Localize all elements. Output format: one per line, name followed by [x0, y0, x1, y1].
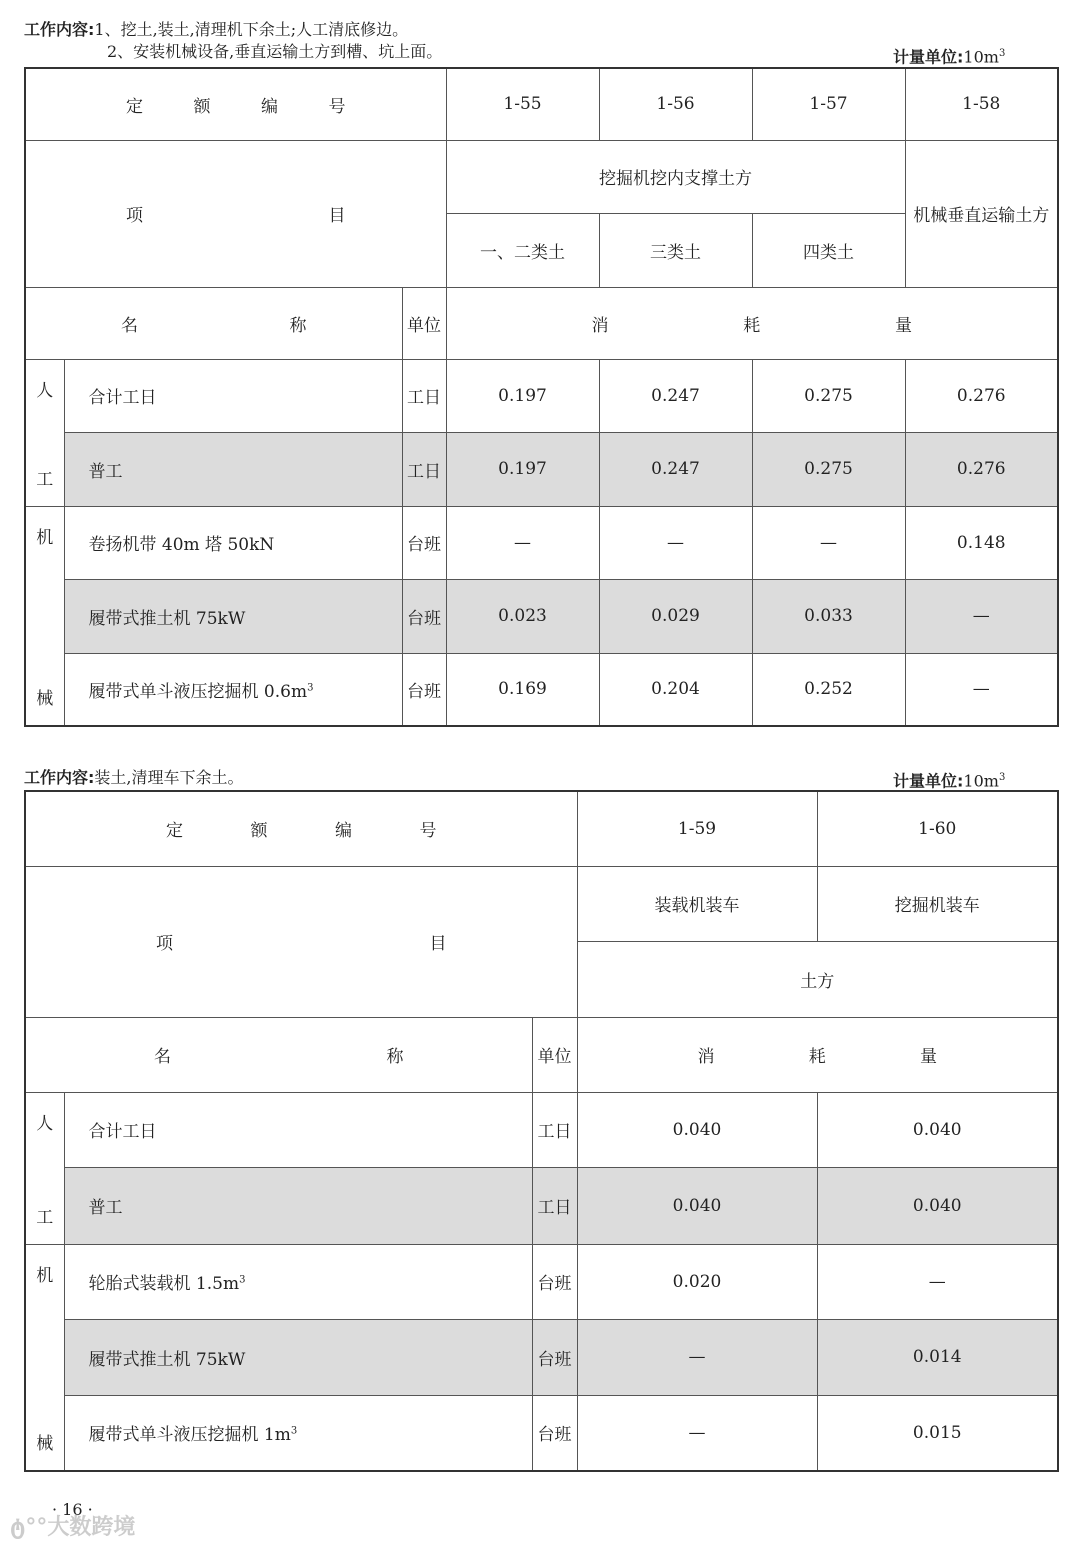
- table-row: [25, 506, 1058, 580]
- consume-label: 消 耗 量: [577, 1017, 1058, 1092]
- row-name: 履带式推土机 75kW: [64, 580, 402, 654]
- code: 1-55: [446, 68, 599, 140]
- logo-icon: ტ°°: [10, 1515, 48, 1540]
- category-cell: [25, 359, 64, 506]
- sub-header: 四类土: [752, 213, 905, 287]
- consume-label: 消 耗 量: [446, 287, 1058, 359]
- code: 1-59: [577, 791, 817, 866]
- table-row: [25, 1320, 1058, 1396]
- row-unit: 台班: [402, 580, 446, 654]
- item-label: 项 目: [25, 866, 577, 1017]
- table-row: [25, 1167, 1058, 1244]
- name-label: 名 称: [25, 287, 402, 359]
- unit-col-label: 单位: [532, 1017, 577, 1092]
- item-label: 项 目: [25, 140, 446, 287]
- work-content-1-line2: 2、安装机械设备,垂直运输土方到槽、坑上面。: [107, 42, 443, 61]
- row-unit: 工日: [532, 1167, 577, 1244]
- category-char: 工: [36, 1207, 54, 1228]
- code: 1-56: [599, 68, 752, 140]
- row-unit: 台班: [532, 1320, 577, 1396]
- value-cell: 0.014: [817, 1320, 1058, 1396]
- value-cell: 0.015: [817, 1395, 1058, 1471]
- value-cell: 0.040: [817, 1092, 1058, 1167]
- category-char: 机: [36, 1265, 54, 1286]
- row-unit: 台班: [532, 1244, 577, 1320]
- value-cell: 0.040: [577, 1092, 817, 1167]
- value-cell: 0.033: [752, 580, 905, 654]
- row-unit: 台班: [532, 1395, 577, 1471]
- value-cell: 0.040: [577, 1167, 817, 1244]
- row-unit: 台班: [402, 653, 446, 726]
- value-cell: 0.252: [752, 653, 905, 726]
- sub-header: 装载机装车: [577, 866, 817, 941]
- code: 1-60: [817, 791, 1058, 866]
- work-content-1: 工作内容:1、挖土,装土,清理机下余土;人工清底修边。: [24, 20, 409, 39]
- table-row: [25, 1092, 1058, 1167]
- value-cell: 0.029: [599, 580, 752, 654]
- value-cell: —: [446, 506, 599, 580]
- row-name: 合计工日: [64, 1092, 532, 1167]
- value-cell: 0.276: [905, 433, 1058, 507]
- value-cell: 0.148: [905, 506, 1058, 580]
- value-cell: 0.020: [577, 1244, 817, 1320]
- row-name: 履带式推土机 75kW: [64, 1320, 532, 1396]
- group-header: 挖掘机挖内支撑土方: [446, 140, 905, 213]
- value-cell: 0.169: [446, 653, 599, 726]
- row-name: 普工: [64, 433, 402, 507]
- value-cell: 0.247: [599, 359, 752, 433]
- measure-unit-1: 计量单位$:10m^3$: [893, 47, 1006, 67]
- value-cell: —: [577, 1320, 817, 1396]
- row-name: 普工: [64, 1167, 532, 1244]
- value-cell: —: [752, 506, 905, 580]
- value-cell: 0.197: [446, 359, 599, 433]
- table-row: [25, 359, 1058, 433]
- category-cell: [25, 1244, 64, 1471]
- quota-table-2: [24, 790, 1059, 1472]
- measure-unit-2: 计量单位$:10m^3$: [893, 771, 1006, 791]
- table-row: [25, 1395, 1058, 1471]
- sub-header: 三类土: [599, 213, 752, 287]
- value-cell: 0.204: [599, 653, 752, 726]
- row-unit: 台班: [402, 506, 446, 580]
- code: 1-58: [905, 68, 1058, 140]
- value-cell: —: [817, 1244, 1058, 1320]
- value-cell: —: [905, 653, 1058, 726]
- category-cell: [25, 506, 64, 726]
- category-char: 人: [36, 380, 54, 401]
- value-cell: 0.023: [446, 580, 599, 654]
- value-cell: 0.275: [752, 359, 905, 433]
- unit-col-label: 单位: [402, 287, 446, 359]
- value-cell: —: [905, 580, 1058, 654]
- quota-table-1: [24, 67, 1059, 727]
- category-cell: [25, 1092, 64, 1244]
- value-cell: —: [599, 506, 752, 580]
- row-name: 轮胎式装载机 $1.5m^3$: [64, 1244, 532, 1320]
- sub-header: 挖掘机装车: [817, 866, 1058, 941]
- row-name: 履带式单斗液压挖掘机 $1m^3$: [64, 1395, 532, 1471]
- table-row: [25, 433, 1058, 507]
- value-cell: 0.040: [817, 1167, 1058, 1244]
- row-name: 履带式单斗液压挖掘机 $0.6m^3$: [64, 653, 402, 726]
- watermark-logo: ტ°°大数跨境: [10, 1515, 136, 1540]
- row-name: 卷扬机带 40m 塔 50kN: [64, 506, 402, 580]
- value-cell: —: [577, 1395, 817, 1471]
- row-name: 合计工日: [64, 359, 402, 433]
- code: 1-57: [752, 68, 905, 140]
- page-number: · 16 ·: [52, 1500, 93, 1519]
- row-unit: 工日: [532, 1092, 577, 1167]
- col4-header: 机械垂直运输土方: [905, 140, 1058, 287]
- row-unit: 工日: [402, 433, 446, 507]
- value-cell: 0.276: [905, 359, 1058, 433]
- value-cell: 0.197: [446, 433, 599, 507]
- table-row: [25, 580, 1058, 654]
- sub-header: 一、二类土: [446, 213, 599, 287]
- table-row: [25, 1244, 1058, 1320]
- category-char: 机: [36, 527, 54, 548]
- group-header: 土方: [577, 941, 1058, 1017]
- category-char: 械: [36, 688, 54, 709]
- value-cell: 0.247: [599, 433, 752, 507]
- table-row: [25, 653, 1058, 726]
- code-label: 定 额 编 号: [25, 68, 446, 140]
- category-char: 人: [36, 1113, 54, 1134]
- category-char: 工: [36, 469, 54, 490]
- row-unit: 工日: [402, 359, 446, 433]
- code-label: 定 额 编 号: [25, 791, 577, 866]
- value-cell: 0.275: [752, 433, 905, 507]
- work-content-2: 工作内容:装土,清理车下余土。: [24, 768, 244, 787]
- name-label: 名 称: [25, 1017, 532, 1092]
- category-char: 械: [36, 1433, 54, 1454]
